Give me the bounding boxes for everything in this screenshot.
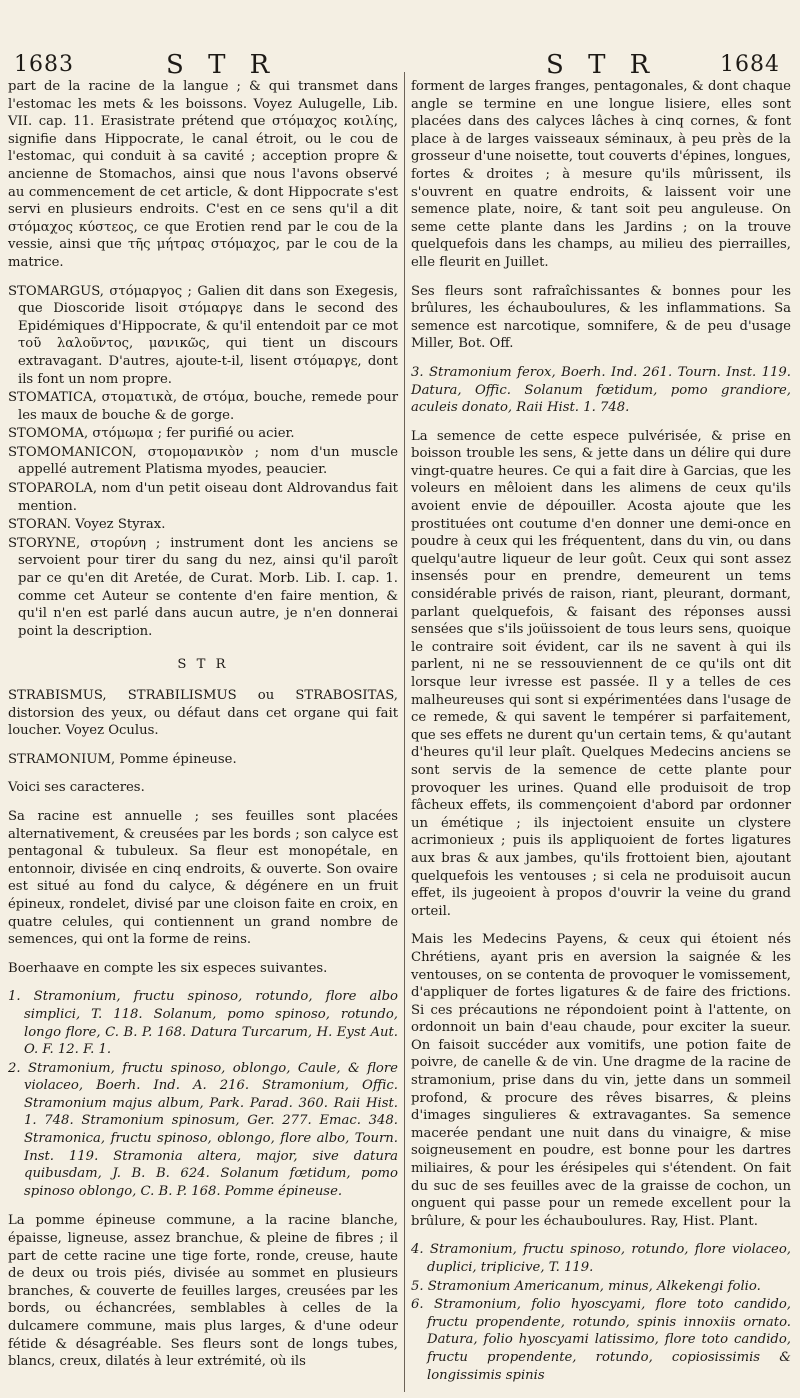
species-item: 6. Stramonium, folio hyoscyami, flore toto candido, fructu propendente, rotundo, spinis innoxiis ornato. Datura, folio hyoscyami latissimo, flore toto candido, fructu propendente, rotundo, copiosissimis & longissimis spinis [411,1297,791,1383]
entry-storyne: STORYNE, στορύνη ; instrument dont les anciens se servoient pour tirer du sang du nez, ainsi qu'il paroît par ce qu'en dit Aretée, de Curat. Morb. Lib. I. cap. 1. comme cet Auteur se contente d'en faire mention, & qu'il n'en est parlé dans aucun autre, je n'en donnerai point la description. [8,535,398,639]
entry-storan: STORAN. Voyez Styrax. [8,517,166,533]
left-page-number: 1683 [14,52,74,77]
entry-stoparola: STOPAROLA, nom d'un petit oiseau dont Aldrovandus fait mention. [8,481,398,514]
boerhaave-line: Boerhaave en compte les six especes suivantes. [8,960,328,976]
species-list-left [8,988,398,1200]
entry-stramonium: STRAMONIUM, Pomme épineuse. [8,751,237,767]
species-item: 3. Stramonium ferox, Boerh. Ind. 261. Tourn. Inst. 119. Datura, Offic. Solanum fœtidum, pomo grandiore, aculeis donato, Raii Hist. 1. 748. [411,364,791,416]
entry-stomatica: STOMATICA, στοματικὰ, de στόμα, bouche, remede pour les maux de bouche & de gorge. [8,390,398,423]
species-item: 1. Stramonium, fructu spinoso, rotundo, flore albo simplici, T. 118. Solanum, pomo spinoso, rotundo, longo flore, C. B. P. 168. Datura Turcarum, H. Eyst Aut. O. F. 12. F. 1. [8,989,398,1058]
species-item: 2. Stramonium, fructu spinoso, oblongo, Caule, & flore violaceo, Boerh. Ind. A. 216. Stramonium, Offic. Stramonium majus album, Park. Parad. 360. Raii Hist. 1. 748. Stramonium spinosum, Ger. 277. Emac. 348. Stramonica, fructu spinoso, oblongo, flore albo, Tourn. Inst. 119. Stramonia altera, major, sive datura quibusdam, J. B. B. 624. Solanum fœtidum, pomo spinoso oblongo, C. B. P. 168. Pomme épineuse. [8,1060,398,1199]
section-heading: S T R [177,657,229,673]
column-divider [404,72,405,1392]
species-list-right [411,1241,791,1384]
entry-strabismus: STRABISMUS, STRABILISMUS ou STRABOSITAS, distorsion des yeux, ou défaut dans cet organe qui fait loucher. Voyez Oculus. [8,688,398,739]
entry-stomomanicon: STOMOMANICON, στομομανικὸν ; nom d'un muscle appellé autrement Platisma myodes, peaucier. [8,444,398,478]
right-running-head: S T R [546,50,658,80]
vertus-paragraph: Ses fleurs sont rafraîchissantes & bonnes pour les brûlures, les échauboulures, & les inflammations. Sa semence est narcotique, somnifere, & de peu d'usage Miller, Bot. Off. [411,283,791,352]
left-column [8,78,398,1382]
left-running-head: S T R [166,50,278,80]
caracteres-paragraph: Sa racine est annuelle ; ses feuilles sont placées alternativement, & creusées par les bords ; son calyce est pentagonal & tubuleux. Sa fleur est monopétale, en entonnoir, divisée en cinq endroits, & ouverte. Son ovaire est situé au fond du calyce, & dégénere en un fruit épineux, rondelet, divisé par une cloison faite en croix, en quatre celules, qui contiennent un grand nombre de semences, qui ont la forme de reins. [8,808,398,948]
semence-paragraph: La semence de cette espece pulvérisée, & prise en boisson trouble les sens, & jette dans un délire qui dure vingt-quatre heures. Ce qui a fait dire à Garcias, que les voleurs en mêloient dans les alimens de ceux qu'ils avoient envie de dépouiller. Acosta ajoute que les prostituées ont coutume d'en donner une demi-once en poudre à ceux qui les fréquentent, dans du vin, ou dans quelqu'autre liqueur de leur goût. Ceux qui sont assez insensés pour en prendre, demeurent un tems considérable privés de raison, riant, pleurant, dormant, parlant quelquefois, & faisant des réponses aussi sensées que s'ils joüissoient de tous leurs sens, quoique le contraire soit évident, car ils ne savent à qui ils parlent, ni ne se ressouviennent de ce qu'ils ont dit lorsque leur ivresse est passée. Il y a telles de ces malheureuses qui sont si expérimentées dans l'usage de ce remede, & qui savent le tempérer si parfaitement, que ses effets ne durent qu'un certain tems, & qu'autant d'heures qu'il leur plaît. Quelques Medecins anciens se sont servis de la semence de cette plante pour provoquer les urines. Quand elle produisoit de trop fâcheux effets, ils commençoient d'abord par ordonner un émétique ; ils injectoient ensuite un clystere acrimonieux ; puis ils appliquoient de fortes ligatures aux bras & aux jambes, qu'ils frottoient bien, ajoutant quelquefois les ventouses ; si cela ne produisoit aucun effet, ils jugeoient à propos d'ouvrir la veine du grand orteil. [411,428,791,919]
stomachos-continuation: part de la racine de la langue ; & qui transmet dans l'estomac les mets & les boissons. Voyez Aulugelle, Lib. VII. cap. 11. Erasistrate prétend que στόμαχος κοιλίης, signifie dans Hippocrate, le canal étroit, ou le cou de l'estomac, qui conduit à sa cavité ; acception propre & ancienne de Stomachos, ainsi que nous l'avons observé au commencement de cet article, & dont Hippocrate s'est servi en plusieurs endroits. C'est en ce sens qu'il a dit στόμαχος κύστεος, ce que Erotien rend par le cou de la vessie, ainsi que τῆς μήτρας στόμαχος, par le cou de la matrice. [8,79,398,270]
voici-caracteres: Voici ses caracteres. [8,780,145,796]
medecins-paragraph: Mais les Medecins Payens, & ceux qui étoient nés Chrétiens, ayant pris en aversion la saignée & les ventouses, on se contenta de provoquer le vomissement, d'appliquer de fortes ligatures & de faire des frictions. Si ces précautions ne répondoient point à l'attente, on ordonnoit un bain d'eau chaude, pour exciter la sueur. On faisoit succéder aux vomitifs, une potion faite de poivre, de canelle & de vin. Une dragme de la racine de stramonium, prise dans du vin, jette dans un sommeil profond, & procure des rêves bisarres, & pleins d'images singulieres & extravagantes. Sa semence macerée pendant une nuit dans du vinaigre, & mise soigneusement en poudre, est bonne pour les dartres miliaires, & pour les érésipeles qui s'étendent. On fait du suc de ses feuilles avec de la graisse de cochon, un onguent qui passe pour un remede excellent pour la brûlure, & pour les échauboulures. Ray, Hist. Plant. [411,932,791,1229]
fleurs-continuation: forment de larges franges, pentagonales, & dont chaque angle se termine en une longue lisiere, elles sont placées dans des calyces lâches à cinq cornes, & font place à de larges vaisseaux séminaux, à peu près de la grosseur d'une noisette, tout couverts d'épines, longues, fortes & droites ; à mesure qu'ils mûrissent, ils s'ouvrent en quatre endroits, & laissent voir une semence plate, noire, & tant soit peu anguleuse. On seme cette plante dans les Jardins ; on la trouve quelquefois dans les champs, au milieu des pierrailles, elle fleurit en Juillet. [411,79,791,270]
species-item: 5. Stramonium Americanum, minus, Alkekengi folio. [411,1278,761,1294]
pomme-epineuse-paragraph: La pomme épineuse commune, a la racine blanche, épaisse, ligneuse, assez branchue, & pleine de fibres ; il part de cette racine une tige forte, ronde, creuse, haute de deux ou trois piés, divisée au sommet en plusieurs branches, & couverte de feuilles larges, creusées par les bords, ou échancrées, semblables à celles de la dulcamere commune, mais plus larges, & d'une odeur fétide & désagréable. Ses fleurs sont de longs tubes, blancs, creux, dilatés à leur extrémité, où ils [8,1213,398,1370]
species-item: 4. Stramonium, fructu spinoso, rotundo, flore violaceo, duplici, triplicive, T. 119. [411,1242,791,1275]
entry-stomoma: STOMOMA, στόμωμα ; fer purifié ou acier. [8,426,295,442]
entry-stomargus: STOMARGUS, στόμαργος ; Galien dit dans son Exegesis, que Dioscoride lisoit στόμαργε dans le second des Epidémiques d'Hippocrate, & qu'il entendoit par ce mot τοῦ λαλοῦντος, μανικῶς, qui tient un discours extravagant. D'autres, ajoute-t-il, lisent στόμαργε, dont ils font un nom propre. [8,283,398,387]
right-page-number: 1684 [720,52,780,77]
right-column [411,78,791,1396]
